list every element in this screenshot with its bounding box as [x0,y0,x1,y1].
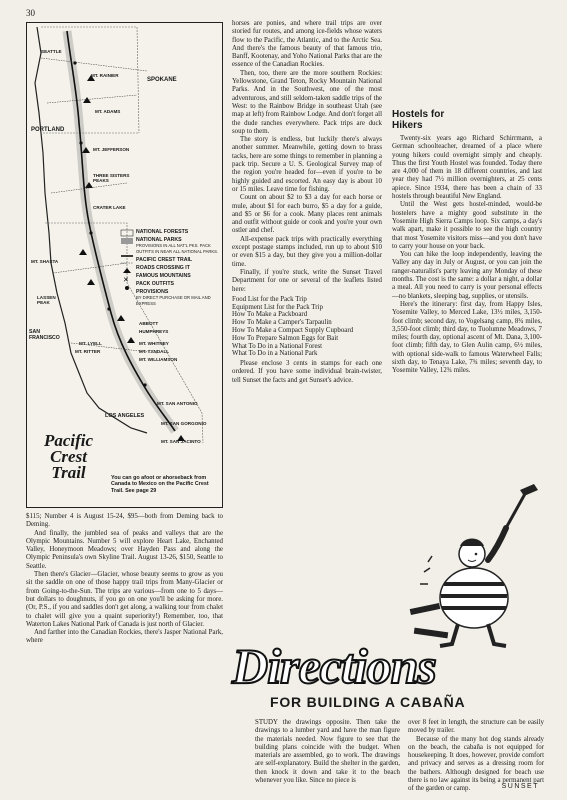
map-label: HUMPHREYS [139,329,169,334]
map-label: MT. RAINIER [91,73,119,78]
hostels-text: Twenty-six years ago Richard Schirrmann, a German schoolteacher, dreamed of a place where young hikers could overnight simply and cheaply. Thus the first Youth Hostel was founded. Today there are 4,000 of them in 18 different countries, and last year they had 7½ million overnighters, at 25 cents apiece. Since 1934, there has been a chain of 33 hostels through beautiful New England. Until the West gets hostel-minded, would-be hostelers have a mighty good substitute in the Yosemite High Sierra Camps loop. Six camps, a day's walk apart, make it possible to see the high country that most Yosemite visitors miss—and you don't have to carry your house on your back. You can hike the loop independently, leaving the Valley any day in July or August, or you can join the ranger-naturalist's party leaving any Monday of these months. The cost is the same: a dollar a night, a dollar a meal. All you need to carry is your personal effects—no blankets, sleeping bag, supplies, or utensils. Here's the itinerary: first day, from Happy Isles, Yosemite Valley, to Merced Lake, 13½ miles, 3,150-foot climb; second day, to Vogelsang camp, 8¾ miles, 3,550-foot climb; third day, to Tuolumne Meadows, 7 miles; fourth day, optional ascent of Mt. Dana, 3,100-foot climb; fifth day, to Glen Aulin camp, 6½ miles, with optional side-walk to famous Waterwheel Falls; sixth day, to Tenaya Lake, 7¾ miles; seventh day, to Yosemite Valley, 12¾ miles. [392,135,542,375]
directions-text-left: STUDY the drawings opposite. Then take the drawings to a lumber yard and have the man figure the materials needed. Now figure to see that the building plans coincide with the budget. When materials are assembled, go to work. The drawings are self-explanatory. Build the shelter in the garden, then knock it down and take it to the beach whenever you like. Since no piece is [255,719,400,785]
map-label: MT. ADAMS [95,109,121,114]
map-label: MT. SAN ANTONIO [157,401,198,406]
legend-item: FAMOUS MOUNTAINS [136,273,191,279]
column-1-text: $115; Number 4 is August 15-24, $95—both from Deming back to Deming. And finally, the jumbled sea of peaks and valleys that are the Olympic Mountains. Number 5 will explore Heart Lake, Enchanted Valley, Honeymoon Meadows; over Hayden Pass and along the Olympic Peninsula's own Skyline Trail. August 13-26, $150, Seattle to Seattle. Then there's Glacier—Glacier, whose beauty seems to grow as you sit the saddle on one of those happy trail trips from Many-Glacier or from Going-to-the-Sun. The trips are various—from one to 5 days—but dollars to doughnuts, if you go on one you'll be asking for more. (Or, P.S., if you and saddles don't get along, a walking tour from chalet to chalet will give you a quaint superiority!) Remember, too, that Waterton Lakes National Park of Canada is just north of Glacier. And farther into the Canadian Rockies, there's Jasper National Park, where [26,513,223,645]
list-item: Equipment List for the Pack Trip [232,303,323,311]
map-label: SAN FRANCISCO [29,329,60,341]
map-label: THREE SISTERS PEAKS [93,173,130,183]
leaflet-list [232,296,382,358]
map-label: MT. WILLIAMSON [139,357,178,362]
list-item: How To Prepare Salmon Eggs for Bait [232,334,339,342]
column-2-text: horses are ponies, and where trail trips are over storied fur routes, and among ice-fields whose waters flow to the Pacific, the Atlantic, and to the Arctic Sea. And there's the famous beauty of that famous trio, Banff, Kootenay, and Yoho National Parks that are the essence of the Canadian Rockies. Then, too, there are the more southern Rockies: Yellowstone, Grand Teton, Rocky Mountain National Parks. And in the Southwest, one of the most adventurous, and still seldom-taken saddle trips of the West: to the Rainbow Bridge in southeast Utah (see map at left) from Rainbow Lodge. And don't forget all the dude ranches everywhere. Pack trips are duck soup to them. The story is endless, but luckily there's always another summer. Meanwhile, getting down to brass tacks, here are some things to remember in planning a pack trip. Secure a U. S. Geological Survey map of the region you're headed for—even if you're to be highly guided and escorted. An easy day is about 10 or 15 miles. Leave time for fishing. Count on about $2 to $3 a day for each horse or mule, about $1 for each burro, $5 a day for a guide, and $5 or $6 for a cook. Many places rent animals and outfit without guide or cook and you're your own ostler and chef. All-expense pack trips with practically everything except postage stamps included, run up to about $10 or even $15 a day, but they give you a million-dollar time. Finally, if you're stuck, write the Sunset Travel Department for one or several of the leaflets listed here: Food List for the Pack Trip Equipment List for the Pack Trip How To Make a Packboard How To Make a Camper's Tarpaulin How To Make a Compact Supply Cupboard How To Prepare Salmon Eggs for Bait What To Do in a National Forest What To Do in a National Park Please enclose 3 cents in stamps for each one ordered. If you have some individual brain-twister, tell Sunset the facts and get Sunset's advice. [232,20,382,384]
map-label: MT. TYNDALL [139,349,170,354]
hostels-heading: Hostels for Hikers [392,109,445,131]
map-label: PORTLAND [31,127,65,133]
map-label: MT. SHASTA [31,259,59,264]
map-title: Pacific Crest Trail [43,431,94,482]
map-caption: You can go afoot or ahorseback from Canada to Mexico on the Pacific Crest Trail. See page 29 [111,475,209,494]
workman-cartoon-illustration [402,480,552,650]
map-label: MT. WHITNEY [139,341,169,346]
magazine-footer: SUNSET [501,783,539,790]
list-item: Food List for the Pack Trip [232,295,307,303]
map-label: MT. SAN GORGONIO [161,421,207,426]
map-label: MT. JEFFERSON [93,147,130,152]
map-label: MT. LYELL [79,341,102,346]
directions-text-right: over 8 feet in length, the structure can be easily moved by trailer. Because of the many hot dog stands already on the beach, the cabaña is not equipped for housekeeping. It does, however, provide comfort and privacy and serves as a dressing room for the bathers. Although designed for beach use there is no law against its being a permanent part of the garden or camp. [408,719,544,793]
map-legend [119,229,221,309]
map-label: MT. RITTER [75,349,101,354]
map-label: ABBOTT [139,321,159,326]
map-label: LOS ANGELES [105,413,145,419]
directions-headline: Directions [232,638,436,694]
legend-item: PACIFIC CREST TRAIL [136,257,193,263]
trail-map [26,22,223,508]
list-item: How To Make a Packboard [232,311,308,319]
directions-subhead: FOR BUILDING A CABAÑA [270,694,466,710]
svg-text:✕: ✕ [123,276,129,284]
legend-item: PROVISIONS BY DIRECT PURCHASE OR MAIL AND EXPRESS [136,289,211,306]
map-label: MT. SAN JACINTO [161,439,201,444]
list-item: How To Make a Camper's Tarpaulin [232,319,332,327]
legend-item: NATIONAL FORESTS [136,229,189,235]
map-label: SEATTLE [41,49,62,54]
list-item: What To Do in a National Park [232,350,318,358]
list-item: What To Do in a National Forest [232,342,323,350]
legend-item: ROADS CROSSING IT [136,265,190,271]
list-item: How To Make a Compact Supply Cupboard [232,326,354,334]
legend-item: NATIONAL PARKS PROVISIONS IN ALL NAT'L PKS. PACK OUTFITS IN NEAR ALL NATIONAL PARKS. [136,237,219,254]
map-label: SPOKANE [147,77,177,83]
map-label: CRATER LAKE [93,205,126,210]
map-label: LASSEN PEAK [37,295,56,305]
page-number: 30 [26,8,35,18]
legend-item: PACK OUTFITS [136,281,174,287]
